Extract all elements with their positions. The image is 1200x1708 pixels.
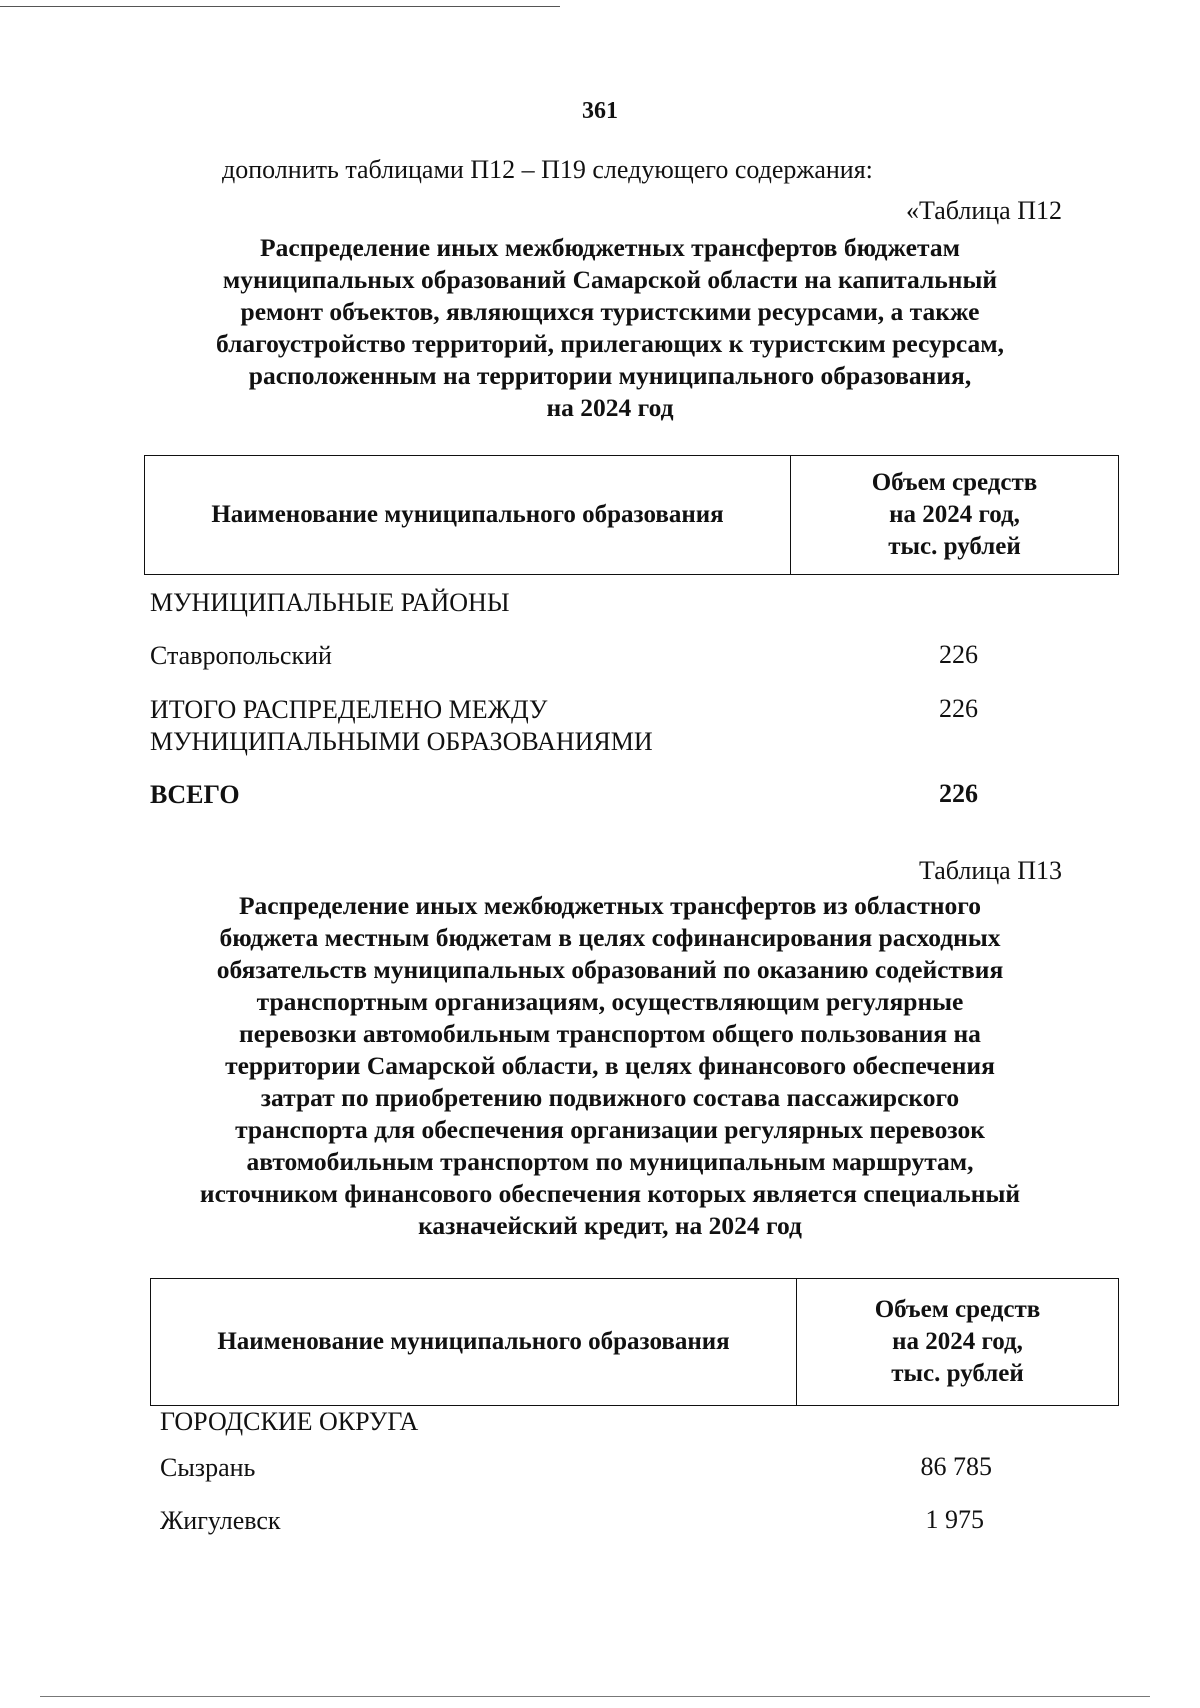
column-header-line: тыс. рублей	[891, 1360, 1024, 1387]
column-header-value	[791, 456, 1118, 574]
title-line: затрат по приобретению подвижного состава пассажирского	[260, 1083, 960, 1112]
title-line: автомобильным транспортом по муниципальным маршрутам,	[246, 1147, 974, 1176]
column-header-name: Наименование муниципального образования	[151, 1279, 797, 1405]
title-line: на 2024 год	[546, 393, 674, 422]
column-header-line: на 2024 год,	[889, 501, 1020, 528]
title-line: перевозки автомобильным транспортом общего пользования на	[239, 1019, 981, 1048]
title-line: Распределение иных межбюджетных трансфертов бюджетам	[260, 233, 960, 262]
title-line: бюджета местным бюджетам в целях софинансирования расходных	[219, 923, 1001, 952]
subtotal-line: МУНИЦИПАЛЬНЫМИ ОБРАЗОВАНИЯМИ	[150, 727, 653, 756]
scan-edge-bottom	[40, 1696, 1150, 1697]
table-p12-label: «Таблица П12	[906, 196, 1062, 225]
column-header-line: тыс. рублей	[888, 533, 1021, 560]
title-line: источником финансового обеспечения которых является специальный	[199, 1179, 1021, 1208]
table-p13-title	[145, 890, 1075, 1242]
table-p13-header	[150, 1278, 1119, 1406]
total-value: 226	[939, 779, 978, 808]
intro-text: дополнить таблицами П12 – П19 следующего содержания:	[222, 155, 873, 184]
table-p13-label: Таблица П13	[919, 856, 1062, 885]
total-label: ВСЕГО	[150, 780, 240, 809]
column-header-value	[797, 1279, 1118, 1405]
row-name: Сызрань	[160, 1453, 256, 1482]
title-line: транспорта для обеспечения организации регулярных перевозок	[235, 1115, 985, 1144]
title-line: муниципальных образований Самарской области на капитальный	[222, 265, 998, 294]
subtotal-label	[150, 694, 653, 758]
section-heading: МУНИЦИПАЛЬНЫЕ РАЙОНЫ	[150, 588, 510, 617]
title-line: обязательств муниципальных образований по оказанию содействия	[216, 955, 1004, 984]
subtotal-line: ИТОГО РАСПРЕДЕЛЕНО МЕЖДУ	[150, 695, 548, 724]
column-header-line: Объем средств	[871, 469, 1038, 496]
title-line: транспортным организациям, осуществляющим регулярные	[256, 987, 964, 1016]
column-header-name: Наименование муниципального образования	[145, 456, 791, 574]
subtotal-value: 226	[939, 694, 978, 723]
page-number: 361	[582, 98, 618, 124]
table-p12-header	[144, 455, 1119, 575]
row-value: 1 975	[925, 1505, 984, 1534]
title-line: территории Самарской области, в целях финансового обеспечения	[225, 1051, 995, 1080]
title-line: казначейский кредит, на 2024 год	[418, 1211, 802, 1240]
title-line: благоустройство территорий, прилегающих к туристским ресурсам,	[215, 329, 1005, 358]
table-p12-title	[145, 232, 1075, 424]
title-line: ремонт объектов, являющихся туристскими ресурсами, а также	[240, 297, 980, 326]
row-value: 226	[939, 640, 978, 669]
column-header-line: на 2024 год,	[892, 1328, 1023, 1355]
title-line: Распределение иных межбюджетных трансфертов из областного	[238, 891, 981, 920]
row-name: Ставропольский	[150, 641, 332, 670]
title-line: расположенным на территории муниципального образования,	[248, 361, 972, 390]
scan-edge-top	[0, 6, 560, 7]
section-heading: ГОРОДСКИЕ ОКРУГА	[160, 1407, 419, 1436]
row-name: Жигулевск	[160, 1506, 281, 1535]
row-value: 86 785	[920, 1452, 992, 1481]
column-header-line: Объем средств	[874, 1296, 1041, 1323]
